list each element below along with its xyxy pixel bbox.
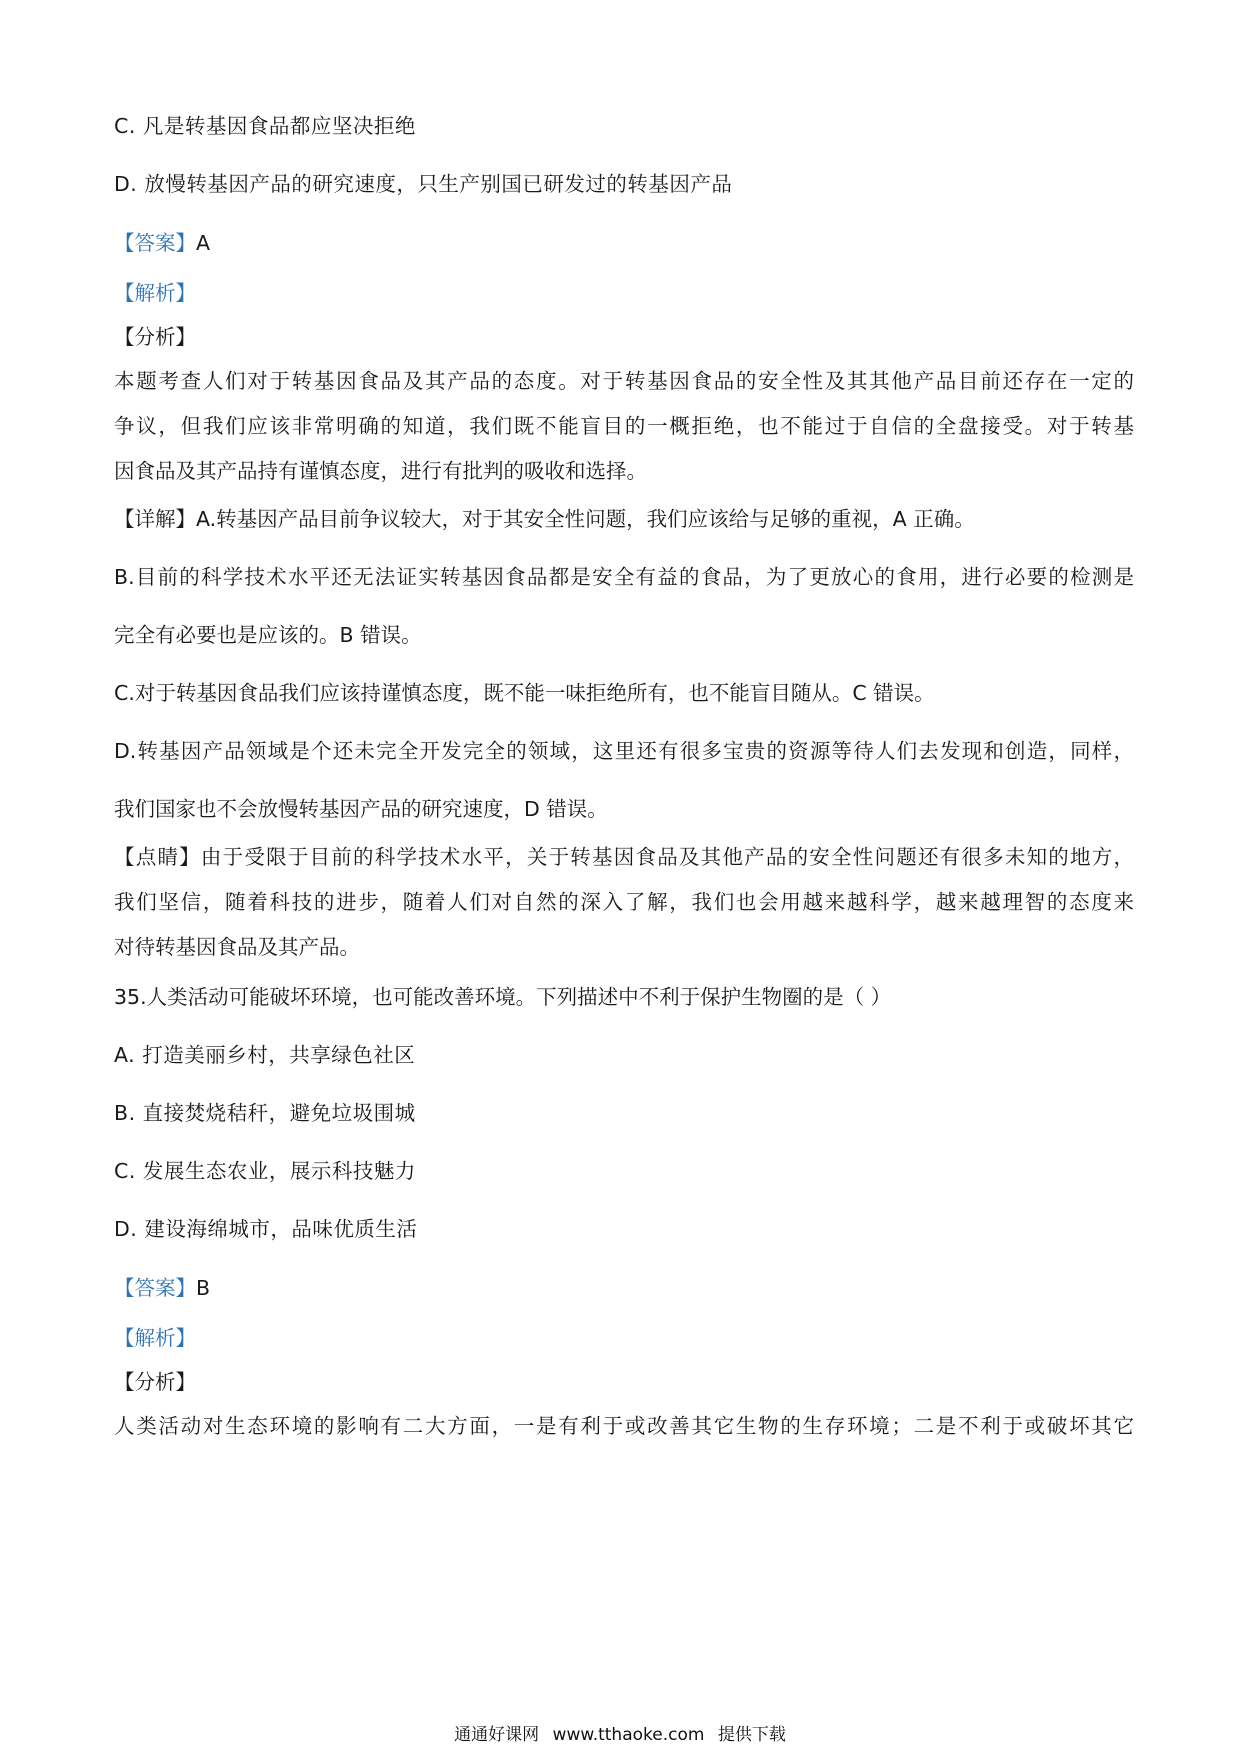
q34-analysis-label: 【解析】 — [114, 281, 196, 305]
q34-detail-d-2: 我们国家也不会放慢转基因产品的研究速度，D 错误。 — [114, 797, 608, 821]
q34-dianjing-line-3: 对待转基因食品及其产品。 — [114, 935, 360, 959]
answer-value: B — [196, 1276, 211, 1300]
q34-detail-a: 【详解】A.转基因产品目前争议较大，对于其安全性问题，我们应该给与足够的重视，A 正确。 — [114, 507, 975, 531]
q34-answer — [114, 228, 210, 258]
footer-url[interactable]: www.tthaoke.com — [552, 1725, 705, 1745]
answer-label: 【答案】 — [114, 1276, 196, 1300]
q35-analysis-label: 【解析】 — [114, 1326, 196, 1350]
q34-fenxi-line-1: 本题考查人们对于转基因食品及其产品的态度。对于转基因食品的安全性及其其他产品目前还存在一定的 — [114, 369, 1134, 393]
q34-option-c: C. 凡是转基因食品都应坚决拒绝 — [114, 114, 416, 138]
q35-option-d: D. 建设海绵城市，品味优质生活 — [114, 1217, 418, 1241]
q34-detail-b-2: 完全有必要也是应该的。B 错误。 — [114, 623, 422, 647]
q34-option-d: D. 放慢转基因产品的研究速度，只生产别国已研发过的转基因产品 — [114, 172, 733, 196]
answer-label: 【答案】 — [114, 231, 196, 255]
q34-dianjing-line-1: 【点睛】由于受限于目前的科学技术水平，关于转基因食品及其他产品的安全性问题还有很多未知的地方， — [114, 845, 1134, 869]
q35-fenxi-label: 【分析】 — [114, 1370, 196, 1394]
q34-dianjing-line-2: 我们坚信，随着科技的进步，随着人们对自然的深入了解，我们也会用越来越科学，越来越理智的态度来 — [114, 890, 1134, 914]
page-footer — [0, 1720, 1240, 1745]
q35-stem: 35.人类活动可能破坏环境，也可能改善环境。下列描述中不利于保护生物圈的是（ ） — [114, 985, 892, 1009]
q34-detail-b-1: B.目前的科学技术水平还无法证实转基因食品都是安全有益的食品，为了更放心的食用，进行必要的检测是 — [114, 565, 1134, 589]
footer-suffix: 提供下载 — [717, 1725, 786, 1745]
q35-option-a: A. 打造美丽乡村，共享绿色社区 — [114, 1043, 416, 1067]
q35-option-c: C. 发展生态农业，展示科技魅力 — [114, 1159, 416, 1183]
q34-detail-d-1: D.转基因产品领域是个还未完全开发完全的领域，这里还有很多宝贵的资源等待人们去发现和创造，同样， — [114, 739, 1134, 763]
answer-value: A — [196, 231, 211, 255]
q34-fenxi-line-2: 争议，但我们应该非常明确的知道，我们既不能盲目的一概拒绝，也不能过于自信的全盘接受。对于转基 — [114, 414, 1134, 438]
q35-fenxi-line-1: 人类活动对生态环境的影响有二大方面，一是有利于或改善其它生物的生存环境；二是不利于或破坏其它 — [114, 1414, 1134, 1438]
q35-answer — [114, 1273, 210, 1303]
q34-fenxi-label: 【分析】 — [114, 325, 196, 349]
q34-fenxi-line-3: 因食品及其产品持有谨慎态度，进行有批判的吸收和选择。 — [114, 459, 647, 483]
q34-detail-c: C.对于转基因食品我们应该持谨慎态度，既不能一味拒绝所有，也不能盲目随从。C 错误。 — [114, 681, 935, 705]
q35-option-b: B. 直接焚烧秸秆，避免垃圾围城 — [114, 1101, 416, 1125]
footer-site-name: 通通好课网 — [454, 1725, 540, 1745]
